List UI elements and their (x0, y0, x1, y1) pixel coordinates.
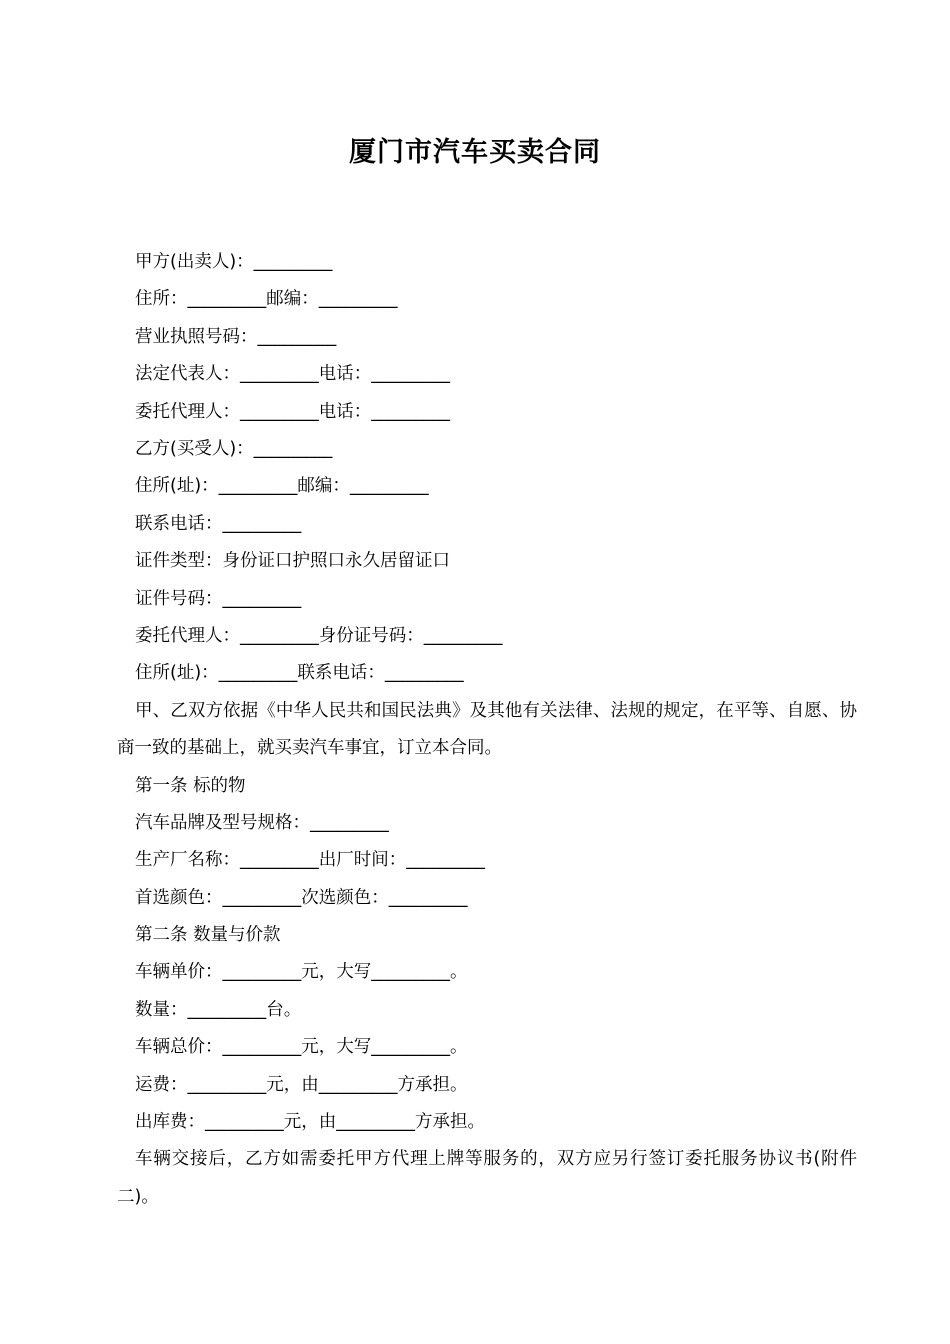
article-1-heading: 第一条 标的物 (135, 775, 246, 796)
delivery-note-paragraph: 车辆交接后，乙方如需委托甲方代理上牌等服务的，双方应另行签订委托服务协议书(附件二)。 (117, 1149, 857, 1207)
seller-name-line: 甲方(出卖人)：_________ (135, 252, 333, 272)
freight-line: 运费：_________元，由_________方承担。 (135, 1074, 468, 1095)
seller-license-line: 营业执照号码：_________ (135, 326, 337, 347)
color-line: 首选颜色：_________次选颜色：_________ (135, 887, 468, 908)
buyer-phone-line: 联系电话：_________ (135, 513, 302, 534)
seller-agent-line: 委托代理人：_________电话：_________ (135, 401, 450, 422)
article-2-heading: 第二条 数量与价款 (135, 925, 281, 946)
buyer-address-line: 住所(址)：_________邮编：_________ (135, 476, 429, 497)
total-price-line: 车辆总价：_________元，大写_________。 (135, 1037, 468, 1058)
buyer-agent-address-line: 住所(址)：_________联系电话：_________ (135, 663, 464, 684)
document-body (117, 244, 857, 1216)
manufacturer-line: 生产厂名称：_________出厂时间：_________ (135, 850, 485, 871)
unit-price-line: 车辆单价：_________元，大写_________。 (135, 962, 468, 983)
outbound-fee-line: 出库费：_________元，由_________方承担。 (135, 1112, 485, 1133)
document-title: 厦门市汽车买卖合同 (349, 137, 601, 168)
buyer-id-type-line: 证件类型：身份证口护照口永久居留证口 (135, 551, 450, 572)
vehicle-model-line: 汽车品牌及型号规格：_________ (135, 812, 389, 833)
buyer-name-line: 乙方(买受人)：_________ (135, 438, 333, 459)
buyer-agent-line: 委托代理人：_________身份证号码：_________ (135, 625, 503, 646)
seller-address-line: 住所：_________邮编：_________ (135, 289, 398, 310)
buyer-id-number-line: 证件号码：_________ (135, 588, 302, 609)
preamble-paragraph: 甲、乙双方依据《中华人民共和国民法典》及其他有关法律、法规的规定，在平等、自愿、协商一致的基础上，就买卖汽车事宜，订立本合同。 (117, 700, 857, 759)
seller-legal-rep-line: 法定代表人：_________电话：_________ (135, 364, 450, 385)
quantity-line: 数量：_________台。 (135, 999, 302, 1020)
